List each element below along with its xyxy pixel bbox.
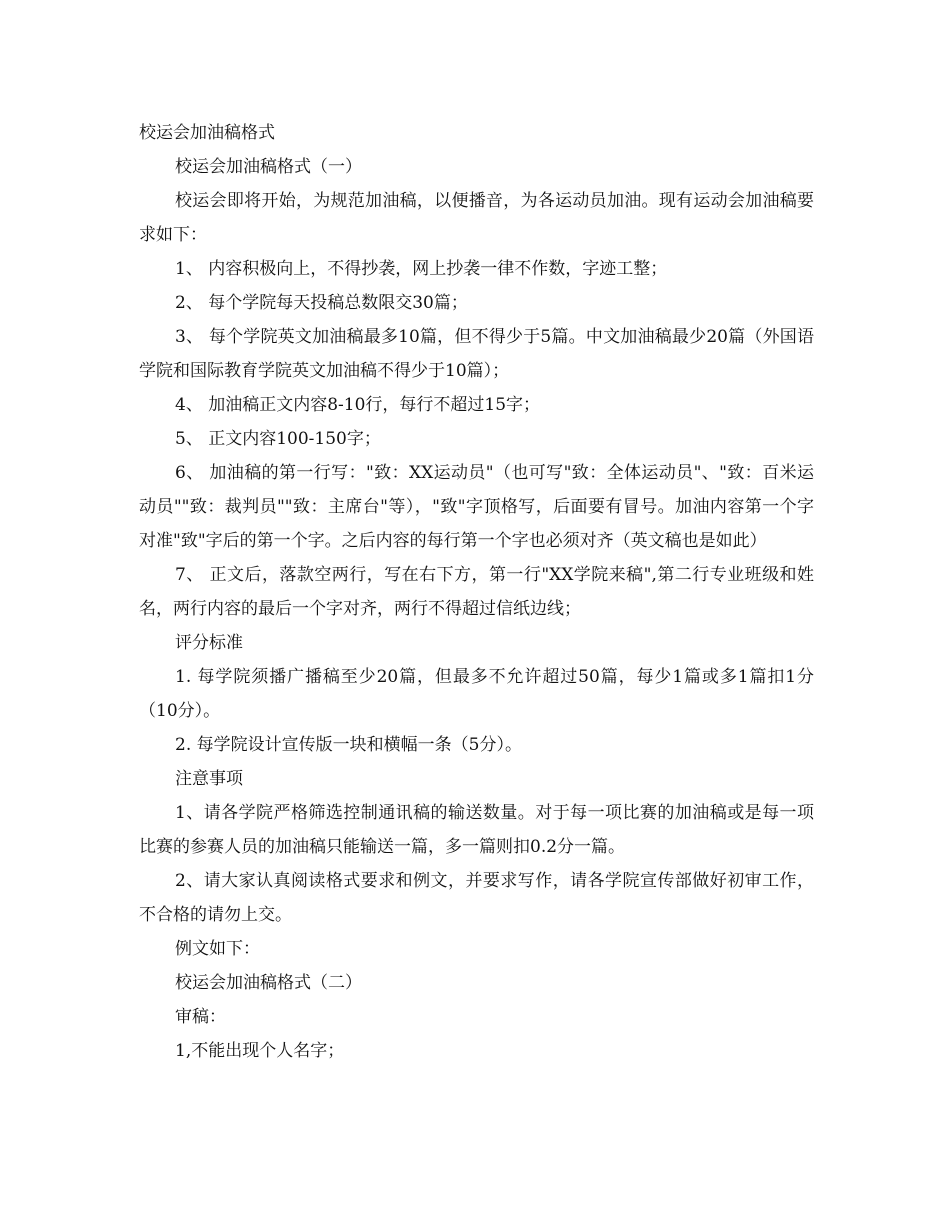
intro-paragraph: 校运会即将开始，为规范加油稿，以便播音，为各运动员加油。现有运动会加油稿要求如下： [139,191,814,245]
heading-format-two: 校运会加油稿格式（二） [175,973,362,993]
requirement-item-6: 6、 加油稿的第一行写："致：XX运动员"（也可写"致：全体运动员"、"致：百米运动员""致：裁判员""致：主席台"等），"致"字顶格写，后面要有冒号。加油内容第一个字对准"致"字后的第一个字。之后内容的每行第一个字也必须对齐（英文稿也是如此） [139,463,814,551]
document-title: 校运会加油稿格式 [139,123,275,143]
requirement-item-7: 7、 正文后，落款空两行，写在右下方，第一行"XX学院来稿",第二行专业班级和姓名，两行内容的最后一个字对齐，两行不得超过信纸边线； [139,565,814,619]
requirement-item-5: 5、 正文内容100-150字； [175,429,381,449]
note-item-2: 2、请大家认真阅读格式要求和例文，并要求写作，请各学院宣传部做好初审工作，不合格的请勿上交。 [139,871,814,925]
section-heading-notes: 注意事项 [175,769,243,789]
review-heading: 审稿： [175,1007,226,1027]
requirement-item-3: 3、 每个学院英文加油稿最多10篇，但不得少于5篇。中文加油稿最少20篇（外国语学院和国际教育学院英文加油稿不得少于10篇）； [139,327,814,381]
document-body [139,116,814,1068]
scoring-item-2: 2. 每学院设计宣传版一块和横幅一条（5分）。 [175,735,522,755]
scoring-item-1: 1. 每学院须播广播稿至少20篇，但最多不允许超过50篇，每少1篇或多1篇扣1分（10分）。 [139,667,814,721]
requirement-item-2: 2、 每个学院每天投稿总数限交30篇； [175,293,468,313]
note-item-1: 1、请各学院严格筛选控制通讯稿的输送数量。对于每一项比赛的加油稿或是每一项比赛的参赛人员的加油稿只能输送一篇，多一篇则扣0.2分一篇。 [139,803,814,857]
requirement-item-1: 1、 内容积极向上，不得抄袭，网上抄袭一律不作数，字迹工整； [175,259,668,279]
section-heading-scoring: 评分标准 [175,633,243,653]
review-item-1: 1,不能出现个人名字； [175,1041,345,1061]
heading-format-one: 校运会加油稿格式（一） [175,157,362,177]
example-intro: 例文如下： [175,939,260,959]
requirement-item-4: 4、 加油稿正文内容8-10行，每行不超过15字； [175,395,541,415]
